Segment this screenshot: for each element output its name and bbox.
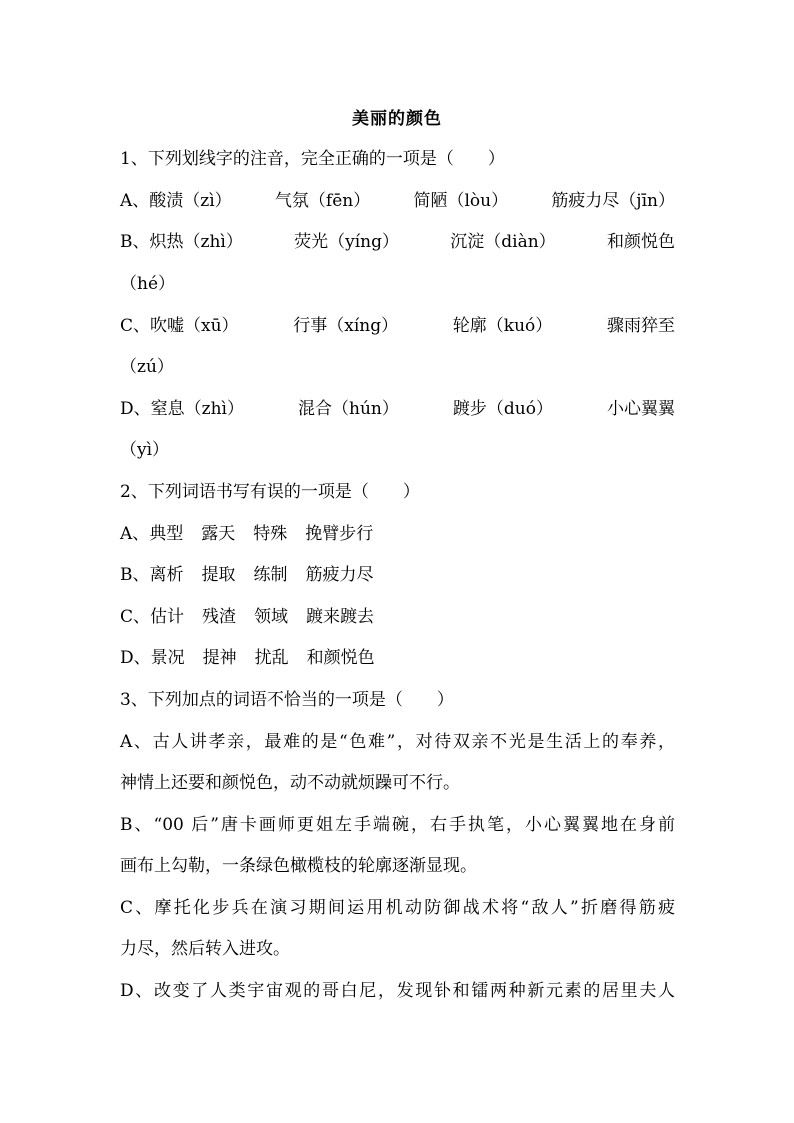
q1-c-item: 行事（xíng）: [293, 316, 399, 336]
q3-option-d-line1: D、改变了人类宇宙观的哥白尼，发现钋和镭两种新元素的居里夫人: [120, 981, 675, 1001]
q1-b-item: 沉淀（diàn）: [450, 232, 556, 252]
q1-b-item: 荧光（yíng）: [294, 232, 399, 252]
q1-d-item: 混合（hún）: [298, 399, 399, 419]
q1-c-item: 轮廓（kuó）: [452, 316, 553, 336]
q1-a-item: 筋疲力尽（jīn）: [551, 191, 675, 211]
q1-c-item: C、吹嘘（xū）: [120, 316, 239, 336]
q2-c-item: 踱来踱去: [306, 607, 375, 627]
q1-d-item: D、窒息（zhì）: [120, 399, 244, 419]
q1-d-item: 小心翼翼: [606, 399, 675, 419]
q1-option-d-continued: （yì）: [120, 440, 170, 460]
q1-option-c-continued: （zú）: [120, 357, 174, 377]
q1-a-item: 简陋（lòu）: [413, 191, 509, 211]
q1-b-item: 和颜悦色: [606, 232, 675, 252]
q1-option-d: [120, 397, 675, 421]
q2-a-item: A、典型: [120, 524, 184, 544]
q2-d-item: 提神: [202, 648, 237, 668]
page-title: 美丽的颜色: [352, 109, 442, 129]
q3-option-a-line2: 神情上还要和颜悦色，动不动就烦躁可不行。: [120, 773, 460, 793]
q2-a-item: 露天: [201, 524, 236, 544]
q2-c-item: C、估计: [120, 607, 185, 627]
q3-option-c-line1: C、摩托化步兵在演习期间运用机动防御战术将“敌人”折磨得筋疲: [120, 898, 675, 918]
q2-c-item: 残渣: [202, 607, 237, 627]
q2-stem: 2、下列词语书写有误的一项是（ ）: [120, 482, 420, 502]
q1-d-item: 踱步（duó）: [452, 399, 553, 419]
q2-d-item: 扰乱: [254, 648, 289, 668]
q3-option-a-line1: A、古人讲孝亲，最难的是“色难”，对待双亲不光是生活上的奉养，: [120, 732, 675, 752]
q2-c-item: 领域: [254, 607, 289, 627]
q3-option-b-line2: 画布上勾勒，一条绿色橄榄枝的轮廓逐渐显现。: [120, 856, 477, 876]
q2-option-c: [120, 605, 675, 629]
q2-b-item: 提取: [201, 565, 236, 585]
q1-b-item: B、炽热（zhì）: [120, 232, 243, 252]
q2-d-item: D、景况: [120, 648, 185, 668]
q1-a-item: 气氛（fēn）: [274, 191, 371, 211]
q2-d-item: 和颜悦色: [306, 648, 375, 668]
q2-a-item: 特殊: [253, 524, 288, 544]
q2-b-item: 筋疲力尽: [305, 565, 374, 585]
q1-option-a: [120, 189, 675, 213]
q1-option-b-continued: （hé）: [120, 274, 176, 294]
q3-stem: 3、下列加点的词语不恰当的一项是（ ）: [120, 690, 454, 710]
q1-a-item: A、酸渍（zì）: [120, 191, 232, 211]
q2-a-item: 挽臂步行: [305, 524, 374, 544]
q2-b-item: 练制: [253, 565, 288, 585]
q1-c-item: 骤雨猝至: [606, 316, 675, 336]
q1-option-c: [120, 314, 675, 338]
q1-option-b: [120, 230, 675, 254]
q3-option-b-line1: B、“00 后”唐卡画师更姐左手端碗，右手执笔，小心翼翼地在身前: [120, 815, 675, 835]
q2-option-d: [120, 646, 675, 670]
q2-b-item: B、离析: [120, 565, 184, 585]
q3-option-c-line2: 力尽，然后转入进攻。: [120, 939, 290, 959]
q1-stem: 1、下列划线字的注音，完全正确的一项是（ ）: [120, 149, 505, 169]
q2-option-b: [120, 563, 675, 587]
q2-option-a: [120, 522, 675, 546]
